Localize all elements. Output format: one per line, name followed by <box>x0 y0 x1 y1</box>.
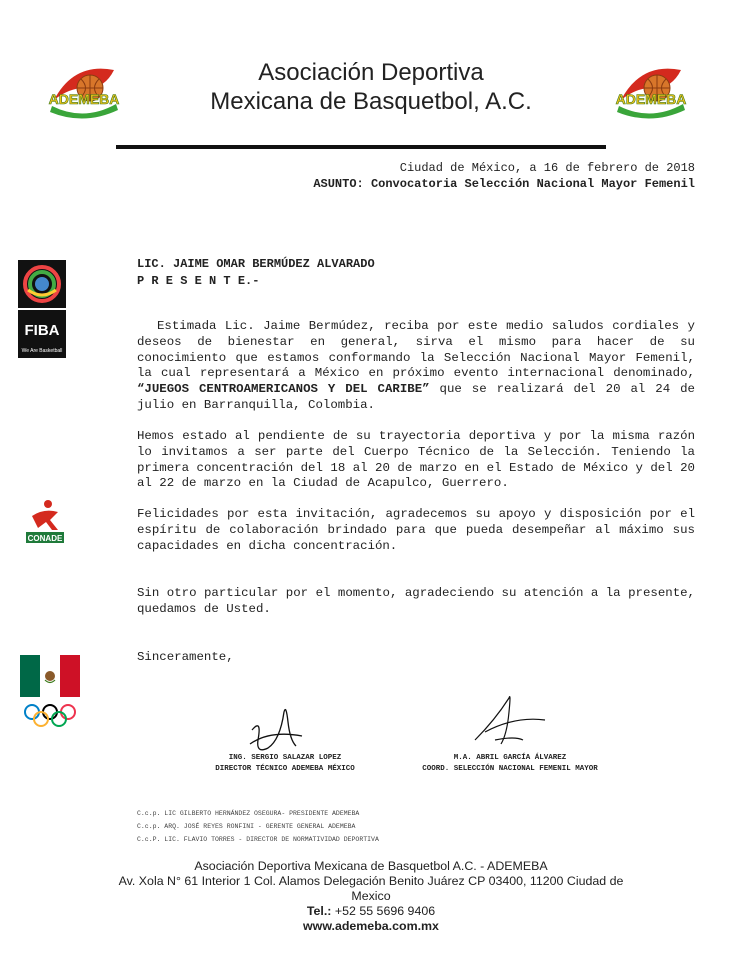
subject-line: ASUNTO: Convocatoria Selección Nacional Mayor Femenil <box>313 177 695 191</box>
body-paragraph-1 <box>137 319 695 414</box>
letterhead-title-line2: Mexicana de Basquetbol, A.C. <box>210 88 532 115</box>
p1-text-b: que se realizará del 20 al 24 de julio en Barranquilla, Colombia. <box>137 382 695 412</box>
signer-title: COORD. SELECCIÓN NACIONAL FEMENIL MAYOR <box>422 765 598 773</box>
signature-block-right <box>405 753 615 775</box>
footer-website-link[interactable]: www.ademeba.com.mx <box>303 919 439 933</box>
fiba-tagline: We Are Basketball <box>21 348 63 354</box>
footer-address: Av. Xola N° 61 Interior 1 Col. Alamos Delegación Benito Juárez CP 03400, 11200 Ciudad de Mexico <box>118 874 624 903</box>
mexico-flag-icon <box>20 655 80 697</box>
signer-name: M.A. ABRIL GARCÍA ÁLVAREZ <box>453 754 567 762</box>
fiba-logo-text: FIBA <box>24 322 60 339</box>
body-paragraph-2: Hemos estado al pendiente de su trayectoria deportiva y por la misma razón lo invitamos a ser parte del Cuerpo Técnico de la Selección. Teniendo la primera concentración del 18 al 20 de marzo en el Estado de México y del 20 al 22 de marzo en la Ciudad de Acapulco, Guerrero. <box>137 429 695 491</box>
conade-logo-icon <box>24 498 66 544</box>
cc-line: C.c.p. ARQ. JOSÉ REYES RONFINI - GERENTE GENERAL ADEMEBA <box>137 823 356 830</box>
signer-name: ING. SERGIO SALAZAR LOPEZ <box>228 754 342 762</box>
letterhead-title-line1: Asociación Deportiva <box>258 59 484 86</box>
ademeba-logo-icon <box>611 60 691 124</box>
letterhead-title <box>140 58 602 116</box>
footer-tel-label: Tel.: <box>306 904 332 918</box>
signature-block-left <box>195 753 375 775</box>
footer-phone <box>100 904 642 919</box>
fiba-logo-icon <box>18 260 66 358</box>
ademeba-logo-text: ADEMEBA <box>48 91 120 107</box>
ademeba-logo-icon <box>44 60 124 124</box>
ademeba-logo-text: ADEMEBA <box>615 91 687 107</box>
city-date: Ciudad de México, a 16 de febrero de 2018 <box>399 161 695 175</box>
p1-text-a: Estimada Lic. Jaime Bermúdez, reciba por este medio saludos cordiales y deseos de bienestar en general, sirva el mismo para hacer de su conocimiento que estamos conformando la Selección Nacional Mayor Femenil, la cual representará a México en próximo evento internacional denominado, <box>137 319 695 381</box>
conade-logo-text: CONADE <box>27 534 63 543</box>
recipient-name: LIC. JAIME OMAR BERMÚDEZ ALVARADO <box>137 257 375 271</box>
signer-title: DIRECTOR TÉCNICO ADEMEBA MÉXICO <box>215 765 355 773</box>
signature-right-icon <box>465 690 555 752</box>
header-divider <box>116 145 606 149</box>
footer-tel: +52 55 5696 9406 <box>331 904 436 918</box>
letter-footer <box>100 859 642 934</box>
event-name: “JUEGOS CENTROAMERICANOS Y DEL CARIBE” <box>137 382 430 397</box>
recipient-block <box>137 256 375 290</box>
olympic-rings-icon <box>22 702 78 728</box>
footer-org: Asociación Deportiva Mexicana de Basquetbol A.C. - ADEMEBA <box>194 859 548 873</box>
closing: Sinceramente, <box>137 650 234 664</box>
body-paragraph-3: Felicidades por esta invitación, agradecemos su apoyo y disposición por el espíritu de colaboración brindado para que pueda desempeñar al máximo sus capacidades en dicha concentración. <box>137 507 695 553</box>
signature-left-icon <box>240 700 310 756</box>
recipient-present: P R E S E N T E.- <box>137 274 260 288</box>
body-paragraph-4: Sin otro particular por el momento, agradeciendo su atención a la presente, quedamos de Usted. <box>137 586 695 616</box>
cc-line: C.c.p. LIC GILBERTO HERNÁNDEZ OSEGURA- PRESIDENTE ADEMEBA <box>137 810 360 817</box>
cc-line: C.c.P. LIC. FLAVIO TORRES - DIRECTOR DE NORMATIVIDAD DEPORTIVA <box>137 836 379 843</box>
